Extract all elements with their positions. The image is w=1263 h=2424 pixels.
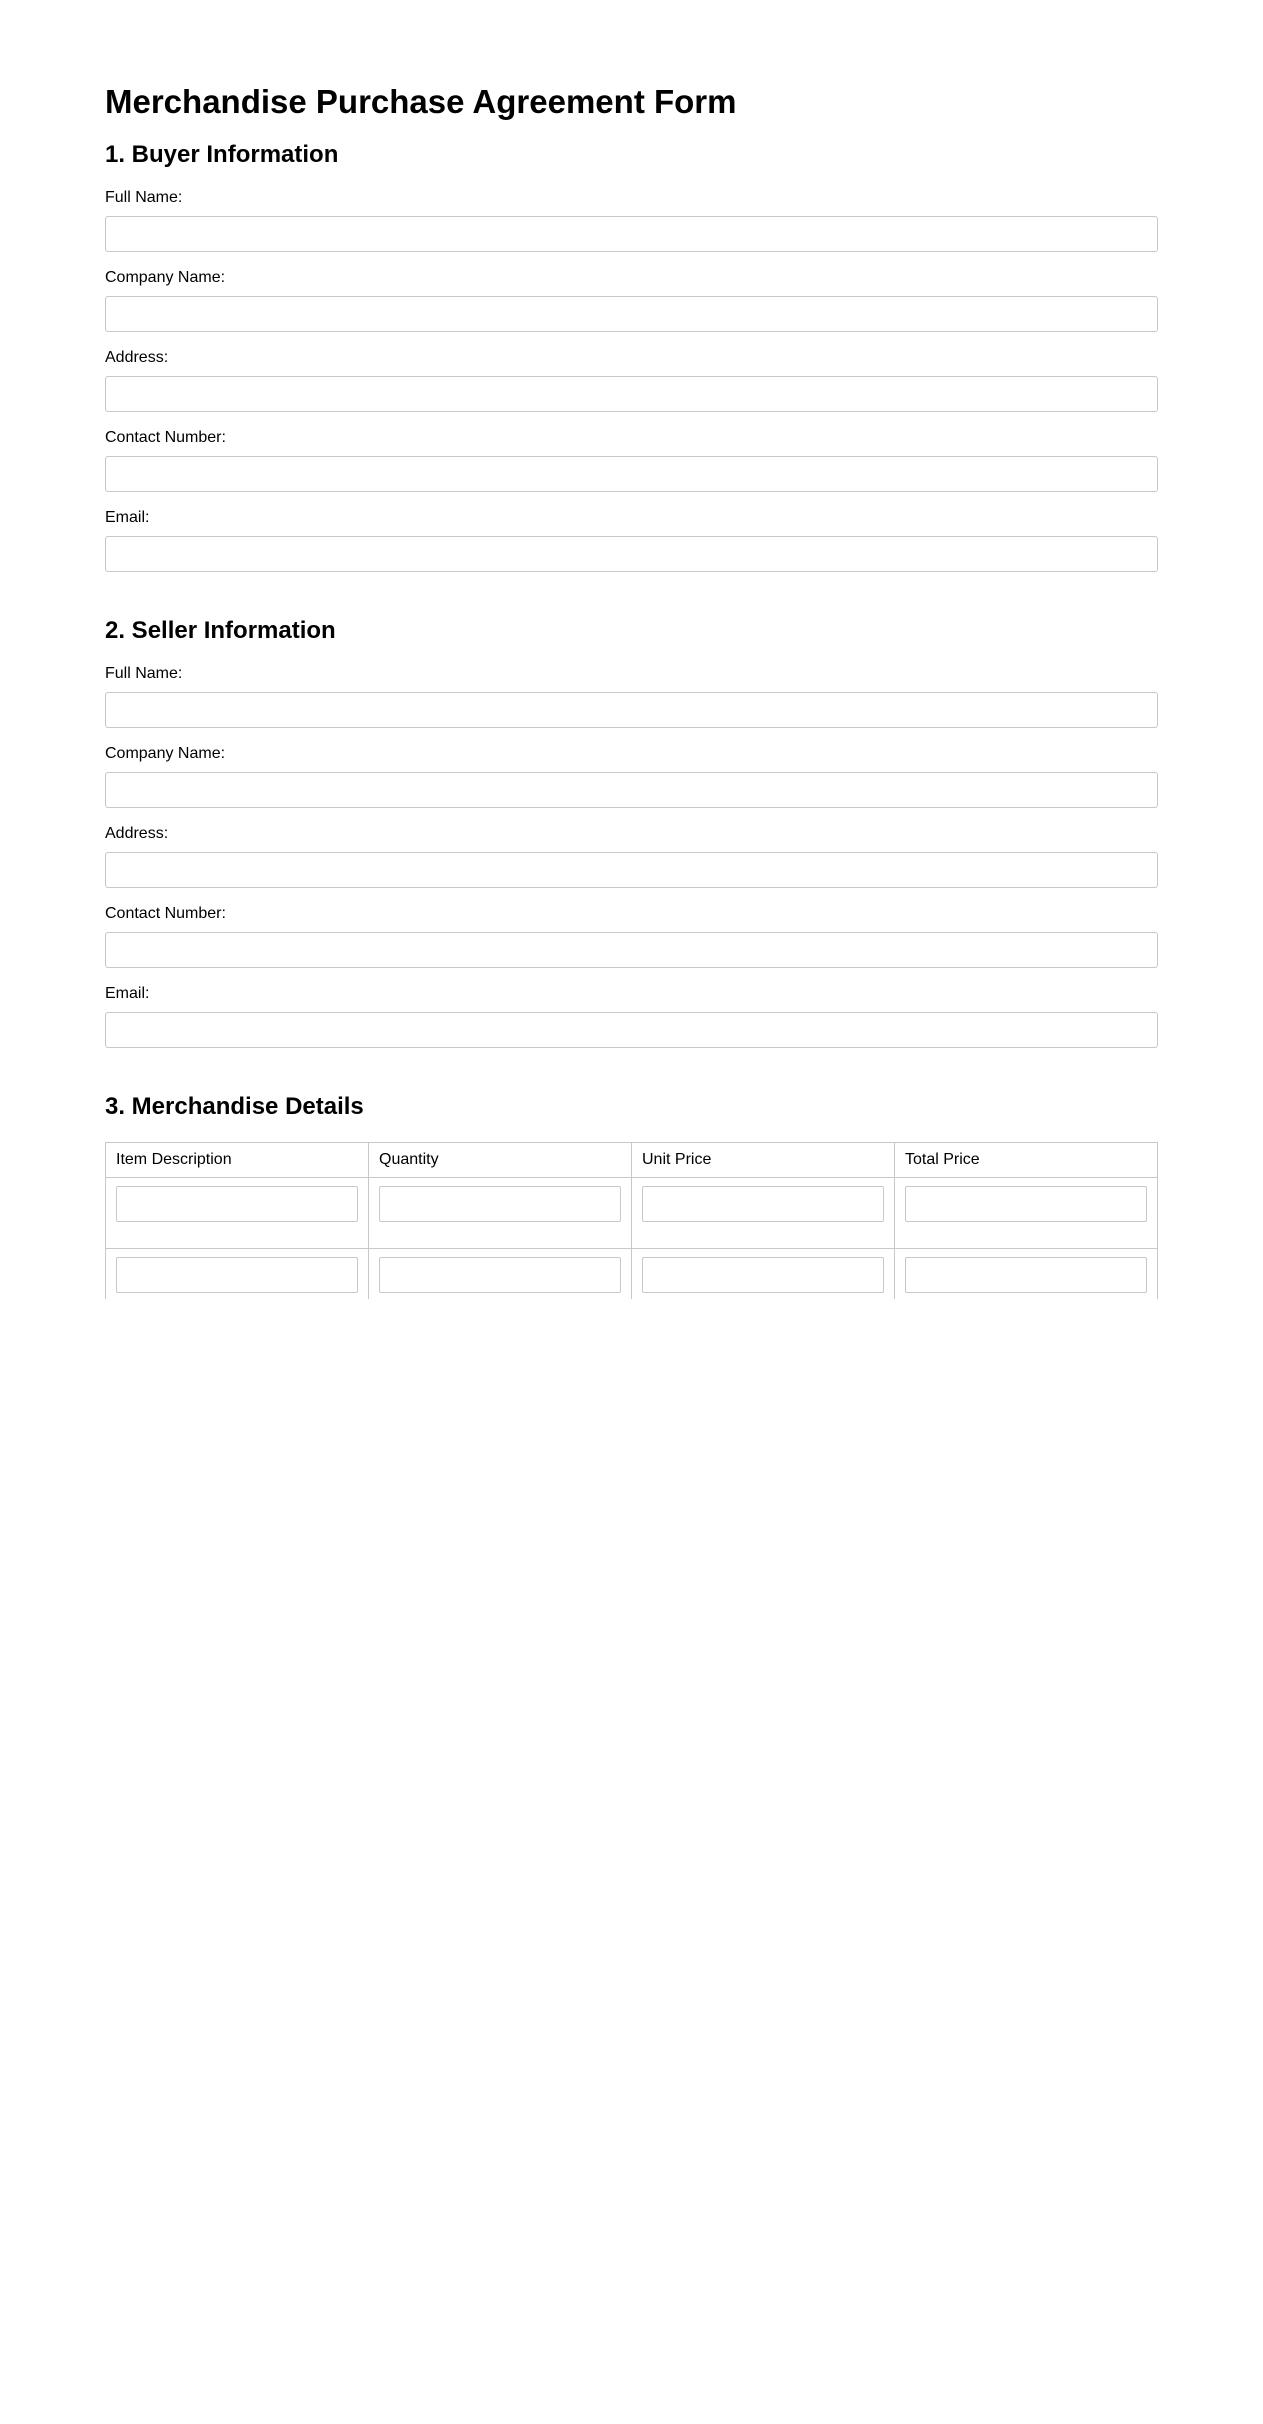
seller-full-name-field[interactable] [105,692,1158,728]
table-cell [895,1178,1158,1249]
item-description-input[interactable] [116,1257,358,1293]
merchandise-section-heading: 3. Merchandise Details [105,1093,364,1120]
seller-section-heading: 2. Seller Information [105,617,336,644]
seller-email-label: Email: [105,985,150,1002]
column-header-quantity: Quantity [369,1143,632,1178]
page-title: Merchandise Purchase Agreement Form [105,83,737,120]
table-row [106,1249,1158,1300]
seller-address-field[interactable] [105,852,1158,888]
buyer-contact-number-label: Contact Number: [105,429,226,446]
table-cell [106,1178,369,1249]
purchase-agreement-form [105,0,1158,1299]
table-cell [106,1249,369,1300]
column-header-unit-price: Unit Price [632,1143,895,1178]
table-cell [369,1249,632,1300]
item-description-input[interactable] [116,1186,358,1222]
quantity-input[interactable] [379,1257,621,1293]
total-price-input[interactable] [905,1257,1147,1293]
table-header-row [106,1143,1158,1178]
seller-contact-number-label: Contact Number: [105,905,226,922]
seller-address-label: Address: [105,825,169,842]
seller-email-field[interactable] [105,1012,1158,1048]
table-cell [369,1178,632,1249]
seller-full-name-label: Full Name: [105,665,183,682]
seller-company-name-field[interactable] [105,772,1158,808]
buyer-address-field[interactable] [105,376,1158,412]
table-cell [895,1249,1158,1300]
buyer-full-name-label: Full Name: [105,189,183,206]
table-row [106,1178,1158,1249]
buyer-address-label: Address: [105,349,169,366]
buyer-section-heading: 1. Buyer Information [105,141,339,168]
table-cell [632,1249,895,1300]
buyer-company-name-field[interactable] [105,296,1158,332]
merchandise-table [105,1142,1158,1299]
buyer-full-name-field[interactable] [105,216,1158,252]
column-header-total-price: Total Price [895,1143,1158,1178]
unit-price-input[interactable] [642,1186,884,1222]
unit-price-input[interactable] [642,1257,884,1293]
table-cell [632,1178,895,1249]
quantity-input[interactable] [379,1186,621,1222]
seller-contact-number-field[interactable] [105,932,1158,968]
column-header-item-description: Item Description [106,1143,369,1178]
buyer-contact-number-field[interactable] [105,456,1158,492]
total-price-input[interactable] [905,1186,1147,1222]
buyer-email-label: Email: [105,509,150,526]
buyer-email-field[interactable] [105,536,1158,572]
seller-company-name-label: Company Name: [105,745,226,762]
buyer-company-name-label: Company Name: [105,269,226,286]
